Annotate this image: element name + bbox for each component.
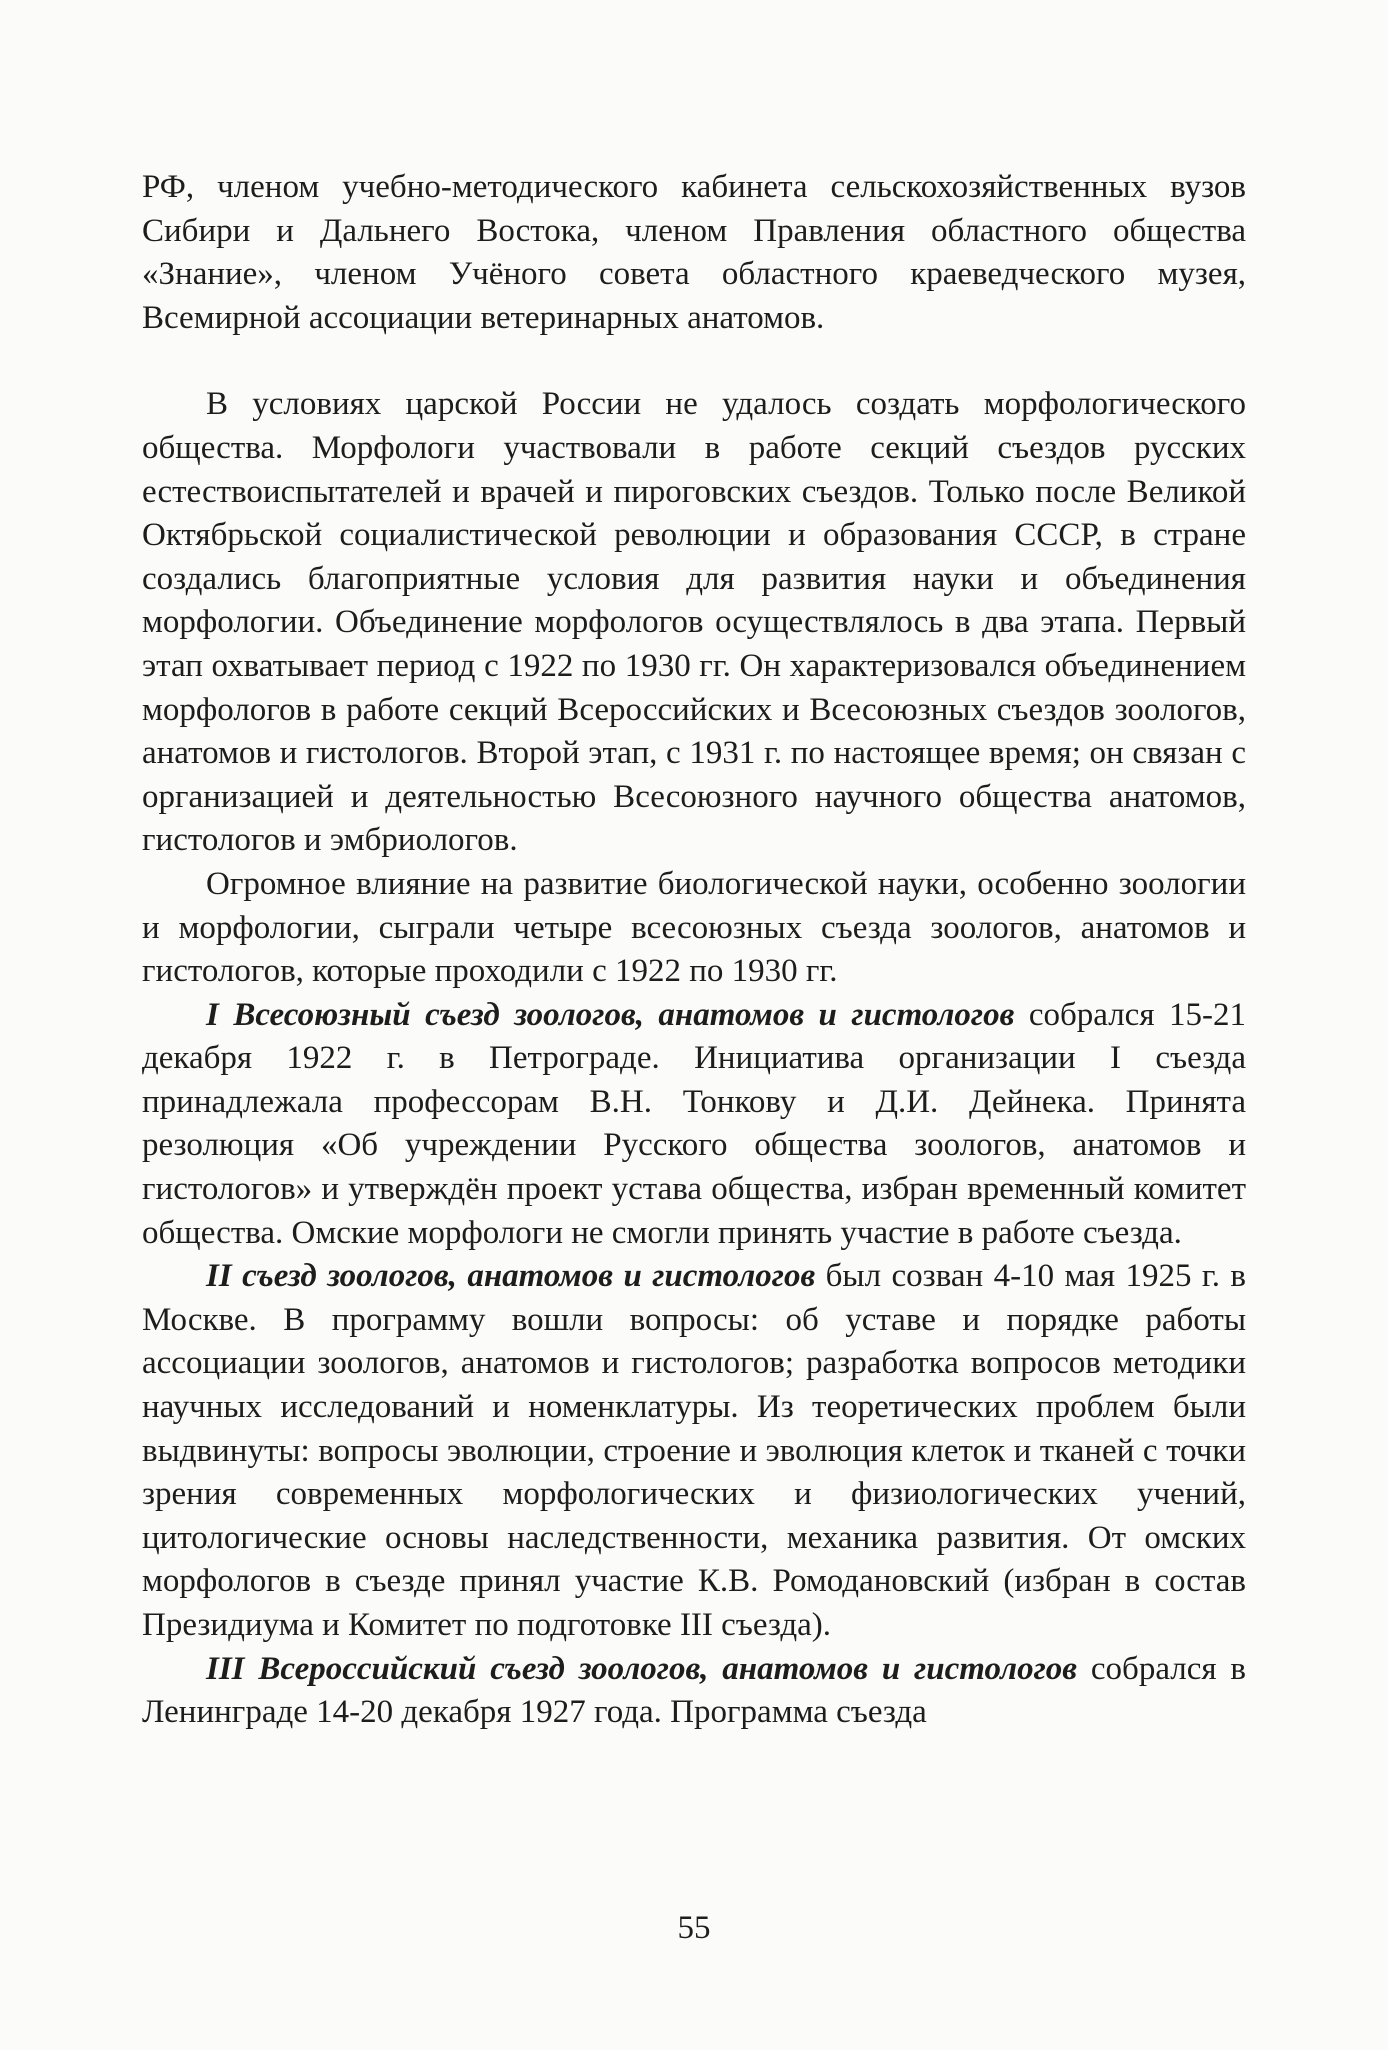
paragraph-third-congress xyxy=(142,1648,1246,1735)
congress-heading: III Всероссийский съезд зоологов, анатомов и гистологов xyxy=(206,1650,1078,1687)
paragraph-text: собрался 15-21 декабря 1922 г. в Петрограде. Инициатива организации I съезда принадлежала профессорам В.Н. Тонкову и Д.И. Дейнека. Принята резолюция «Об учреждении Русского общества зоологов, анатомов и гистологов» и утверждён проект устава общества, избран временный комитет общества. Омские морфологи не смогли принять участие в работе съезда. xyxy=(142,996,1246,1251)
paragraph-text: РФ, членом учебно-методического кабинета сельскохозяйственных вузов Сибири и Дальнего Востока, членом Правления областного общества «Знание», членом Учёного совета областного краеведческого музея, Всемирной ассоциации ветеринарных анатомов. xyxy=(142,169,1246,336)
paragraph-first-congress xyxy=(142,994,1246,1256)
paragraph-text: собрался в Ленинграде 14-20 декабря 1927 года. Программа съезда xyxy=(142,1650,1247,1731)
paragraph-text: В условиях царской России не удалось создать морфологического общества. Морфологи участвовали в работе секций съездов русских естествоиспытателей и врачей и пироговских съездов. Только после Великой Октябрьской социалистической революции и образования СССР, в стране создались благоприятные условия для развития науки и объединения морфологии. Объединение морфологов осуществлялось в два этапа. Первый этап охватывает период с 1922 по 1930 гг. Он характеризовался объединением морфологов в работе секций Всероссийских и Всесоюзных съездов зоологов, анатомов и гистологов. Второй этап, с 1931 г. по настоящее время; он связан с организацией и деятельностью Всесоюзного научного общества анатомов, гистологов и эмбриологов. xyxy=(142,386,1246,859)
page-body-text xyxy=(142,166,1246,1735)
paragraph-second-congress xyxy=(142,1255,1246,1647)
paragraph-text: Огромное влияние на развитие биологической науки, особенно зоологии и морфологии, сыграли четыре всесоюзных съезда зоологов, анатомов и гистологов, которые проходили с 1922 по 1930 гг. xyxy=(142,865,1246,990)
paragraph-text: был созван 4-10 мая 1925 г. в Москве. В программу вошли вопросы: об уставе и порядке работы ассоциации зоологов, анатомов и гистологов; разработка вопросов методики научных исследований и номенклатуры. Из теоретических проблем были выдвинуты: вопросы эволюции, строение и эволюция клеток и тканей с точки зрения современных морфологических и физиологических учений, цитологические основы наследственности, механика развития. От омских морфологов в съезде принял участие К.В. Ромодановский (избран в состав Президиума и Комитет по подготовке III съезда). xyxy=(142,1258,1246,1643)
page-number: 55 xyxy=(677,1910,711,1946)
paragraph-morphology-history xyxy=(142,383,1246,863)
paragraph-continuation xyxy=(142,166,1246,340)
congress-heading: II съезд зоологов, анатомов и гистологов xyxy=(206,1258,816,1295)
paragraph-congress-influence xyxy=(142,863,1246,994)
congress-heading: I Всесоюзный съезд зоологов, анатомов и гистологов xyxy=(206,996,1015,1033)
